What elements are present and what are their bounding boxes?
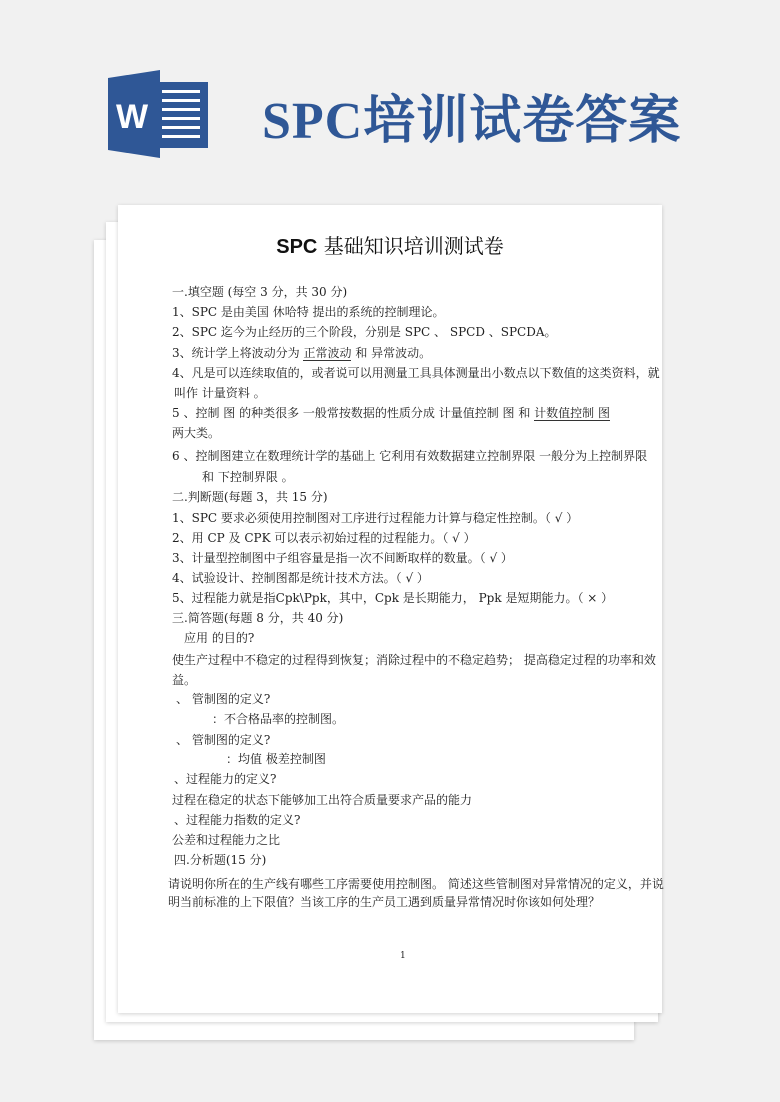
line: ：不合格品率的控制图。 (212, 712, 345, 726)
text: 和 异常波动。 (355, 346, 432, 360)
line: 、过程能力指数的定义? (174, 813, 301, 827)
line: 3、计量型控制图中子组容量是指一次不间断取样的数量。（ √ ） (172, 551, 513, 565)
text: 3、统计学上将波动分为 (172, 346, 300, 360)
line: 5、过程能力就是指Cpk\Ppk，其中，Cpk 是长期能力， Ppk 是短期能力。（ × ） (172, 591, 614, 605)
section-3-heading: 三.简答题(每题 8 分，共 40 分) (172, 611, 344, 625)
section-2-heading: 二.判断题(每题 3，共 15 分) (172, 490, 328, 504)
line (172, 405, 610, 421)
line (172, 345, 431, 361)
section-4-heading: 四.分析题(15 分) (174, 853, 267, 867)
line: 叫作 计量资料 。 (174, 386, 266, 400)
line: 请说明你所在的生产线有哪些工序需要使用控制图。 简述这些管制图对异常情况的定义，并说 (168, 877, 664, 891)
underlined-answer: 正常波动 (303, 346, 352, 360)
line: 过程在稳定的状态下能够加工出符合质量要求产品的能力 (172, 793, 473, 807)
line: 6 、控制图建立在数理统计学的基础上 它利用有效数据建立控制界限 一般分为上控制界限 (172, 449, 648, 463)
section-1-heading: 一.填空题 (每空 3 分，共 30 分) (172, 285, 348, 299)
line: 、过程能力的定义? (174, 772, 277, 786)
page-number: 1 (400, 951, 406, 961)
line: 2、用 CP 及 CPK 可以表示初始过程的过程能力。（ √ ） (172, 531, 476, 545)
line: 公差和过程能力之比 (172, 833, 281, 847)
line: 、 管制图的定义? (176, 733, 271, 747)
title-prefix: SPC (276, 236, 318, 258)
text: 5 、控制 图 的种类很多 一般常按数据的性质分成 计量值控制 图 和 (172, 406, 531, 420)
line: 益。 (172, 673, 197, 687)
line: 明当前标准的上下限值？当该工序的生产员工遇到质量异常情况时你该如何处理？ (168, 895, 601, 909)
document-title (0, 230, 780, 259)
line: 4、试验设计、控制图都是统计技术方法。（ √ ） (172, 571, 429, 585)
line: 两大类。 (172, 426, 221, 440)
line: 和 下控制界限 。 (202, 470, 294, 484)
svg-text:W: W (116, 98, 149, 136)
line: 1、SPC 要求必须使用控制图对工序进行过程能力计算与稳定性控制。（ √ ） (172, 511, 579, 525)
banner-title: SPC培训试卷答案 (262, 93, 682, 150)
title-rest: 基础知识培训测试卷 (317, 234, 504, 258)
line: ：均值 极差控制图 (226, 752, 326, 766)
word-icon (108, 70, 208, 158)
line: 1、SPC 是由美国 休哈特 提出的系统的控制理论。 (172, 305, 445, 319)
line: 4、凡是可以连续取值的，或者说可以用测量工具具体测量出小数点以下数值的这类资料，就 (172, 366, 660, 380)
line: 使生产过程中不稳定的过程得到恢复；消除过程中的不稳定趋势； 提高稳定过程的功率和效 (172, 653, 656, 667)
underlined-answer: 计数值控制 图 (534, 406, 610, 420)
line: 、 管制图的定义? (176, 692, 271, 706)
line: 2、SPC 迄今为止经历的三个阶段，分别是 SPC 、 SPCD 、SPCDA。 (172, 325, 557, 339)
line: 应用 的目的? (184, 631, 255, 645)
